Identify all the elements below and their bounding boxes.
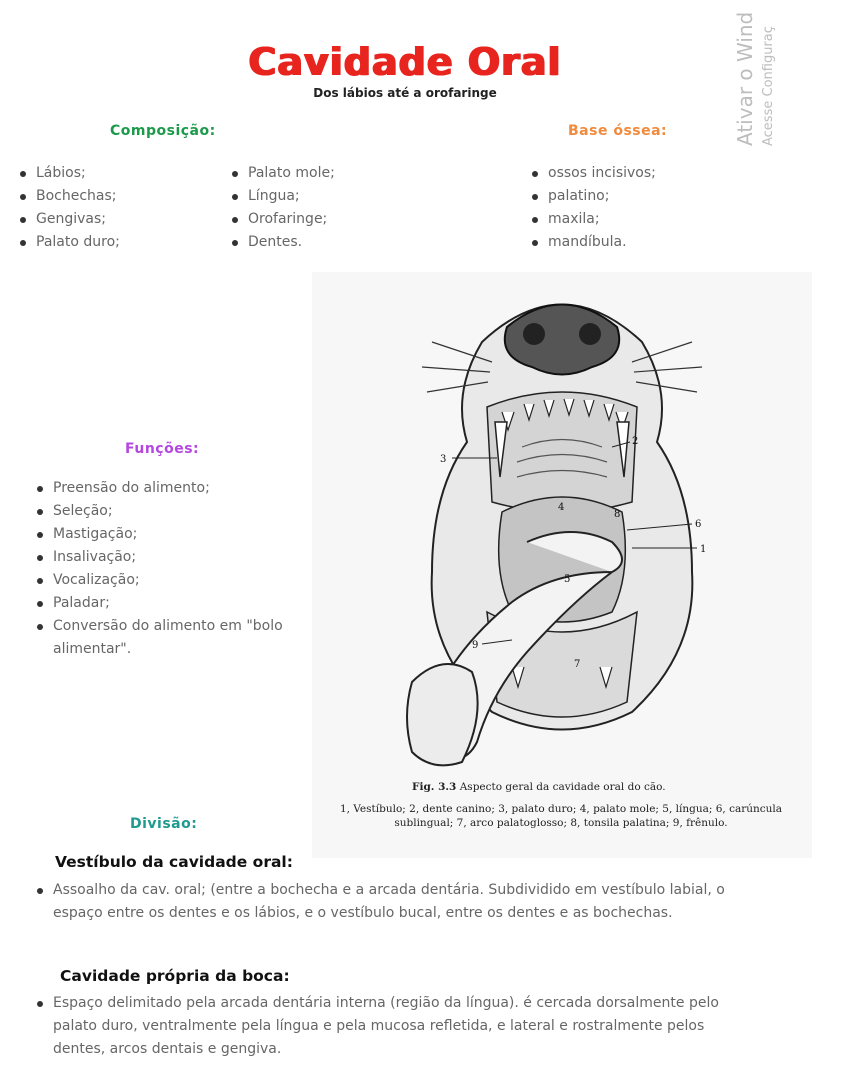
list-item: Bochechas; xyxy=(18,185,120,208)
list-item: mandíbula. xyxy=(530,231,656,254)
divisao-heading: Divisão: xyxy=(130,816,198,832)
figure-label-5: 5 xyxy=(564,574,571,585)
figure-panel xyxy=(312,272,812,858)
figure-label-2: 2 xyxy=(632,436,639,447)
activation-watermark xyxy=(720,0,780,154)
funcoes-heading: Funções: xyxy=(125,441,200,457)
composicao-heading: Composição: xyxy=(110,123,216,139)
page-title: Cavidade Oral xyxy=(248,40,562,84)
watermark-line-2: Acesse Configuraç xyxy=(761,26,776,146)
list-item: Palato mole; xyxy=(230,162,335,185)
figure-label-8: 8 xyxy=(614,509,621,520)
list-item: Palato duro; xyxy=(18,231,120,254)
vestibulo-list xyxy=(35,879,735,925)
propria-heading xyxy=(60,967,290,985)
list-item: Dentes. xyxy=(230,231,335,254)
list-item: Preensão do alimento; xyxy=(35,477,290,500)
list-item: Insalivação; xyxy=(35,546,290,569)
watermark-line-1: Ativar o Wind xyxy=(733,11,757,146)
figure-title: Aspecto geral da cavidade oral do cão. xyxy=(459,781,666,793)
list-item: Mastigação; xyxy=(35,523,290,546)
composicao-list-2 xyxy=(230,162,335,254)
list-item: Orofaringe; xyxy=(230,208,335,231)
list-item: Lábios; xyxy=(18,162,120,185)
figure-label-6: 6 xyxy=(695,519,702,530)
funcoes-list xyxy=(35,477,290,661)
figure-caption-legend: 1, Vestíbulo; 2, dente canino; 3, palato duro; 4, palato mole; 5, língua; 6, carúncula sublingual; 7, arco palatoglosso; 8, tonsila palatina; 9, frênulo. xyxy=(339,803,783,829)
propria-heading-rest: de própria da boca: xyxy=(118,967,290,985)
base-ossea-list xyxy=(530,162,656,254)
propria-list xyxy=(35,992,735,1061)
figure-label-3: 3 xyxy=(440,454,447,465)
vestibulo-heading: Vestíbulo da cavidade oral: xyxy=(55,853,293,871)
propria-heading-bold: Cavida xyxy=(60,967,119,985)
figure-number: Fig. 3.3 xyxy=(412,781,457,793)
dog-oral-cavity-illustration xyxy=(312,272,812,772)
list-item: Vocalização; xyxy=(35,569,290,592)
vestibulo-text: Assoalho da cav. oral; (entre a bochecha e a arcada dentária. Subdividido em vestíbulo labial, o espaço entre os dentes e os lábios, e o vestíbulo bucal, entre os dentes e as bochechas. xyxy=(35,879,735,925)
list-item: Conversão do alimento em "bolo alimentar". xyxy=(35,615,290,661)
list-item: Gengivas; xyxy=(18,208,120,231)
list-item: Paladar; xyxy=(35,592,290,615)
base-ossea-heading: Base óssea: xyxy=(568,123,668,139)
figure-label-9: 9 xyxy=(472,640,479,651)
figure-label-4: 4 xyxy=(558,502,565,513)
list-item: palatino; xyxy=(530,185,656,208)
list-item: Seleção; xyxy=(35,500,290,523)
propria-text: Espaço delimitado pela arcada dentária interna (região da língua). é cercada dorsalmente pelo palato duro, ventralmente pela língua e pela mucosa refletida, e lateral e rostralmente pelos dentes, arcos dentais e gengiva. xyxy=(35,992,735,1061)
list-item: maxila; xyxy=(530,208,656,231)
figure-label-1: 1 xyxy=(700,544,707,555)
page-subtitle: Dos lábios até a orofaringe xyxy=(313,86,497,100)
figure-caption-title xyxy=(412,781,666,793)
list-item: ossos incisivos; xyxy=(530,162,656,185)
list-item: Língua; xyxy=(230,185,335,208)
composicao-list-1 xyxy=(18,162,120,254)
figure-label-7: 7 xyxy=(574,659,581,670)
